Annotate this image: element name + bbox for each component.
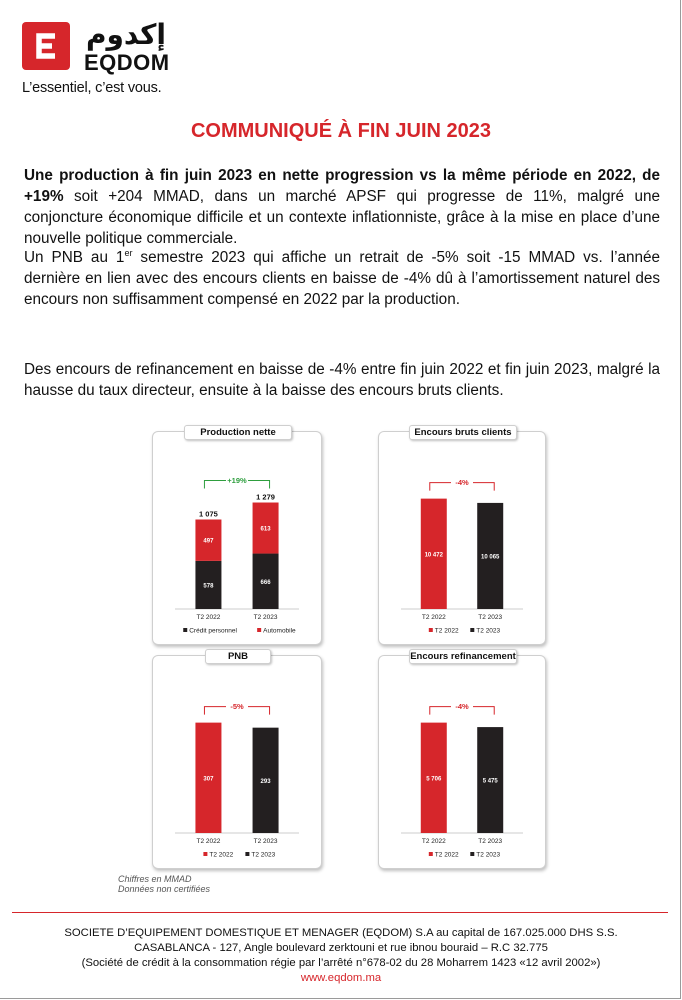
- change-label: -5%: [230, 702, 244, 712]
- data-label: 5 475: [482, 778, 498, 785]
- paragraph-production-bold: Une production à fin juin 2023 en nette progression vs la même période en 2022, de +19%: [24, 167, 660, 205]
- data-label: 5 706: [426, 776, 442, 783]
- chart-notes: [118, 874, 210, 894]
- category-label: T2 2023: [478, 838, 503, 845]
- chart-svg: [379, 656, 545, 868]
- data-label: 293: [260, 778, 271, 785]
- paragraph-pnb-rest: semestre 2023 qui affiche un retrait de -5% soit -15 MMAD vs. l’année dernière en lien avec des encours clients en baisse de -4% dû à l’amortissement naturel des encours non suffisamment compensé en 2022 par la production.: [24, 249, 660, 308]
- category-label: T2 2023: [478, 614, 503, 621]
- paragraph-pnb: [24, 247, 660, 310]
- chart-title: Encours refinancement: [410, 651, 516, 662]
- chart-encours-bruts-clients: [378, 427, 546, 645]
- paragraph-production: [24, 165, 660, 249]
- footer-website-link[interactable]: www.eqdom.ma: [300, 972, 382, 984]
- chart-production-nette: [152, 427, 322, 645]
- paragraph-production-rest: soit +204 MMAD, dans un marché APSF qui progresse de 11%, malgré une conjoncture économique difficile et un contexte inflationniste, grâce à la mise en place d’une nouvelle politique commerciale.: [24, 188, 660, 247]
- legend-swatch: [429, 628, 433, 632]
- data-label: 497: [203, 538, 214, 545]
- data-label: 307: [203, 776, 214, 783]
- footer-divider: [12, 912, 668, 913]
- category-label: T2 2022: [196, 838, 221, 845]
- category-label: T2 2022: [421, 838, 446, 845]
- change-label: -4%: [455, 478, 469, 488]
- category-label: T2 2023: [253, 614, 278, 621]
- total-label: 1 279: [256, 492, 275, 502]
- chart-encours-refinancement: [378, 651, 546, 869]
- legend-label: T2 2023: [476, 627, 501, 635]
- paragraph-pnb-start: Un PNB au 1: [24, 249, 125, 266]
- legend-swatch: [203, 852, 207, 856]
- chart-pnb: [152, 651, 322, 869]
- legend-label: T2 2022: [209, 851, 234, 859]
- category-label: T2 2022: [421, 614, 446, 621]
- note-units: Chiffres en MMAD: [118, 874, 192, 884]
- chart-title: Encours bruts clients: [409, 425, 517, 440]
- data-label: 578: [203, 583, 214, 590]
- data-label: 613: [260, 526, 271, 533]
- legend-label: Automobile: [263, 627, 296, 635]
- legend-label: Crédit personnel: [189, 627, 237, 635]
- page-title: COMMUNIQUÉ À FIN JUIN 2023: [190, 120, 492, 142]
- chart-title: Production nette: [184, 425, 292, 440]
- footer-address: CASABLANCA - 127, Angle boulevard zerktouni et rue ibnou bouraid – R.C 32.775: [134, 942, 548, 954]
- legend-swatch: [257, 628, 261, 632]
- change-label: +19%: [227, 476, 247, 486]
- brand-arabic-name: إكدوم: [86, 18, 166, 51]
- paragraph-refinancement: Des encours de refinancement en baisse de -4% entre fin juin 2022 et fin juin 2023, malgré la hausse du taux directeur, ensuite à la baisse des encours bruts clients.: [24, 361, 660, 399]
- brand-tagline: L’essentiel, c’est vous.: [22, 80, 162, 96]
- chart-svg: [153, 656, 321, 868]
- legend-label: T2 2022: [434, 851, 459, 859]
- legend-swatch: [429, 852, 433, 856]
- total-label: 1 075: [199, 509, 218, 519]
- chart-svg: [153, 432, 321, 644]
- category-label: T2 2022: [196, 614, 221, 621]
- eqdom-logo-icon: [22, 22, 70, 70]
- footer: [0, 926, 682, 986]
- chart-title: PNB: [205, 649, 271, 664]
- legend-swatch: [183, 628, 187, 632]
- legend-swatch: [245, 852, 249, 856]
- change-label: -4%: [455, 702, 469, 712]
- chart-svg: [379, 432, 545, 644]
- legend-label: T2 2022: [434, 627, 459, 635]
- footer-regulation: (Société de crédit à la consommation régie par l’arrêté n°678-02 du 28 Moharrem 1423 «12 avril 2002»): [81, 957, 601, 969]
- legend-swatch: [470, 852, 474, 856]
- category-label: T2 2023: [253, 838, 278, 845]
- data-label: 10 065: [481, 554, 500, 561]
- legend-label: T2 2023: [251, 851, 276, 859]
- note-uncertified: Données non certifiées: [118, 884, 211, 894]
- data-label: 10 472: [424, 552, 443, 559]
- data-label: 666: [260, 579, 271, 586]
- paragraph-pnb-sup: er: [124, 248, 133, 258]
- footer-company: SOCIETE D’EQUIPEMENT DOMESTIQUE ET MENAGER (EQDOM) S.A au capital de 167.025.000 DHS S.S.: [64, 927, 618, 939]
- brand-name: EQDOM: [84, 50, 170, 75]
- legend-label: T2 2023: [476, 851, 501, 859]
- legend-swatch: [470, 628, 474, 632]
